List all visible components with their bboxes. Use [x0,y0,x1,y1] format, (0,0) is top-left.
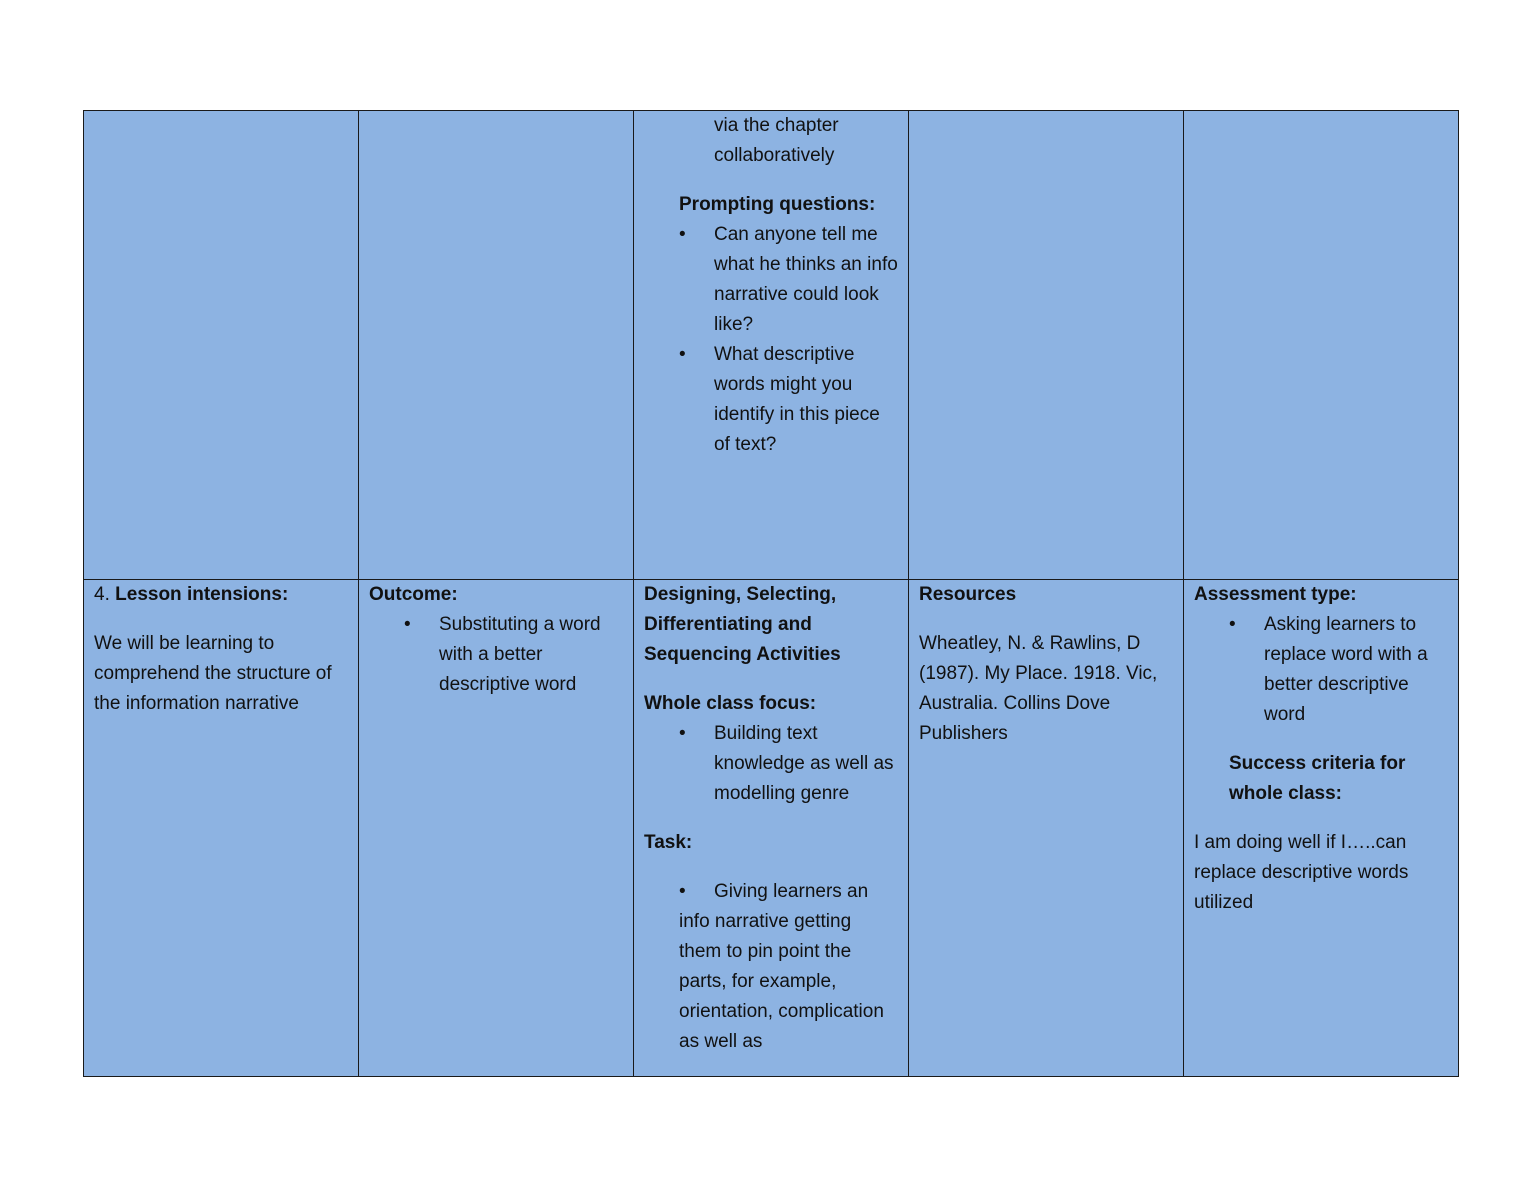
success-criteria-text: I am doing well if I…..can replace descriptive words utilized [1194,832,1409,913]
list-item: • Substituting a word with a better descriptive word [369,610,623,700]
table-cell-assessment [1184,580,1459,1077]
prompting-questions-list [644,220,898,460]
prompting-questions-heading: Prompting questions: [679,194,876,215]
activities-heading: Designing, Selecting, Differentiating and Sequencing Activities [644,584,841,665]
list-item: via the chapter collaboratively [714,115,839,166]
table-cell-resources [909,580,1184,1077]
lesson-plan-table [83,110,1459,1077]
table-row [84,580,1459,1077]
resources-text: Wheatley, N. & Rawlins, D (1987). My Place. 1918. Vic, Australia. Collins Dove Publishers [919,633,1158,744]
continued-list [644,111,898,171]
table-cell-r1c3 [634,111,909,580]
outcome-list [369,610,623,700]
list-item: • Can anyone tell me what he thinks an info narrative could look like? [644,220,898,340]
bullet-icon: • [1229,614,1236,635]
list-item: • Building text knowledge as well as modelling genre [644,719,898,809]
table-cell-r1c5 [1184,111,1459,580]
list-item: • What descriptive words might you identify in this piece of text? [644,340,898,460]
resources-heading: Resources [919,584,1017,605]
assessment-list [1194,610,1448,730]
table-row [84,111,1459,580]
table-cell-activities [634,580,909,1077]
success-criteria-heading: Success criteria for whole class: [1229,753,1406,804]
lesson-intensions-text: We will be learning to comprehend the structure of the information narrative [94,633,332,714]
table-cell-r1c2 [359,111,634,580]
whole-class-focus-list [644,719,898,809]
bullet-icon: • [679,881,686,902]
bullet-icon: • [679,344,686,365]
assessment-type-heading: Assessment type: [1194,584,1357,605]
outcome-heading: Outcome: [369,584,458,605]
table-cell-r1c1 [84,111,359,580]
whole-class-focus-heading: Whole class focus: [644,693,817,714]
task-heading: Task: [644,832,693,853]
table-cell-r1c4 [909,111,1184,580]
bullet-icon: • [679,224,686,245]
bullet-icon: • [404,614,411,635]
task-item: • Giving learners an info narrative getting them to pin point the parts, for example, orientation, complication as well as [644,877,898,1057]
list-item: • Asking learners to replace word with a better descriptive word [1194,610,1448,730]
bullet-icon: • [679,723,686,744]
table-cell-outcome [359,580,634,1077]
table-cell-lesson-intensions [84,580,359,1077]
lesson-intensions-heading: 4. Lesson intensions: [94,584,289,605]
